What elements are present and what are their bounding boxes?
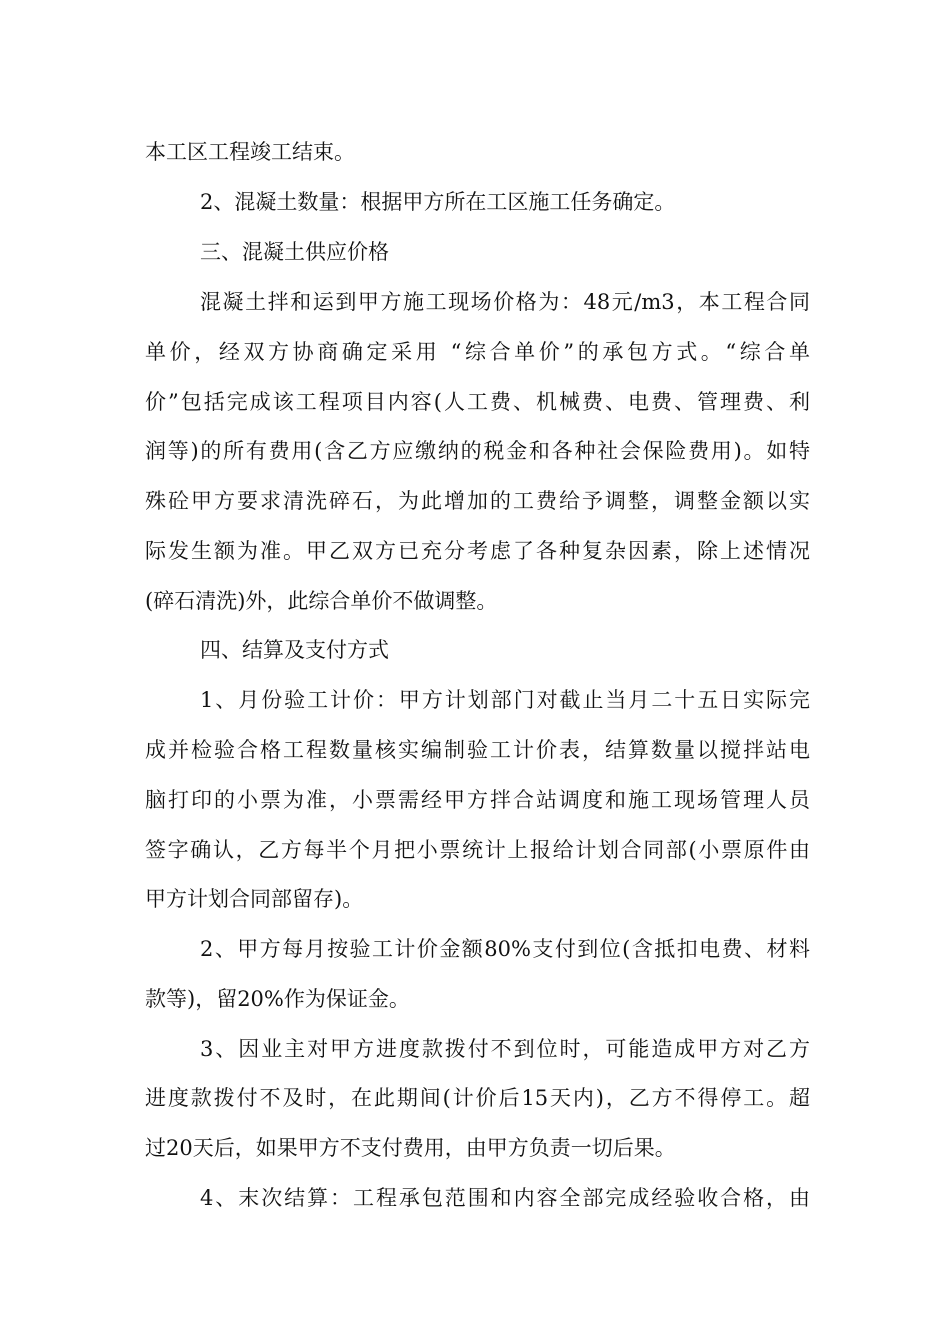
paragraph-line: 进度款拨付不及时，在此期间(计价后15天内)，乙方不得停工。超: [145, 1086, 810, 1110]
paragraph-line: 过20天后，如果甲方不支付费用，由甲方负责一切后果。: [145, 1136, 676, 1160]
paragraph-line: 1、月份验工计价：甲方计划部门对截止当月二十五日实际完: [200, 688, 810, 712]
paragraph-line: 单价，经双方协商确定采用 “综合单价”的承包方式。“综合单: [145, 340, 810, 364]
paragraph-line: 签字确认，乙方每半个月把小票统计上报给计划合同部(小票原件由: [145, 838, 810, 862]
paragraph-line: 本工区工程竣工结束。: [145, 140, 355, 164]
paragraph-line: 款等)，留20%作为保证金。: [145, 987, 410, 1011]
section-heading: 四、结算及支付方式: [200, 638, 389, 662]
section-heading: 三、混凝土供应价格: [200, 240, 389, 264]
paragraph-line: 2、混凝土数量：根据甲方所在工区施工任务确定。: [200, 190, 676, 214]
paragraph-line: 2、甲方每月按验工计价金额80%支付到位(含抵扣电费、材料: [200, 937, 810, 961]
paragraph-line: 混凝土拌和运到甲方施工现场价格为：48元/m3，本工程合同: [200, 290, 810, 314]
paragraph-line: 3、因业主对甲方进度款拨付不到位时，可能造成甲方对乙方: [200, 1037, 810, 1061]
paragraph-line: (碎石清洗)外，此综合单价不做调整。: [145, 589, 498, 613]
paragraph-line: 脑打印的小票为准，小票需经甲方拌合站调度和施工现场管理人员: [145, 788, 810, 812]
paragraph-line: 价”包括完成该工程项目内容(人工费、机械费、电费、管理费、利: [145, 390, 810, 414]
paragraph-line: 甲方计划合同部留存)。: [145, 887, 364, 911]
paragraph-line: 殊砼甲方要求清洗碎石，为此增加的工费给予调整，调整金额以实: [145, 489, 810, 513]
paragraph-line: 际发生额为准。甲乙双方已充分考虑了各种复杂因素，除上述情况: [145, 539, 810, 563]
paragraph-line: 成并检验合格工程数量核实编制验工计价表，结算数量以搅拌站电: [145, 738, 810, 762]
paragraph-line: 润等)的所有费用(含乙方应缴纳的税金和各种社会保险费用)。如特: [145, 439, 810, 463]
paragraph-line: 4、末次结算：工程承包范围和内容全部完成经验收合格，由: [200, 1186, 810, 1210]
